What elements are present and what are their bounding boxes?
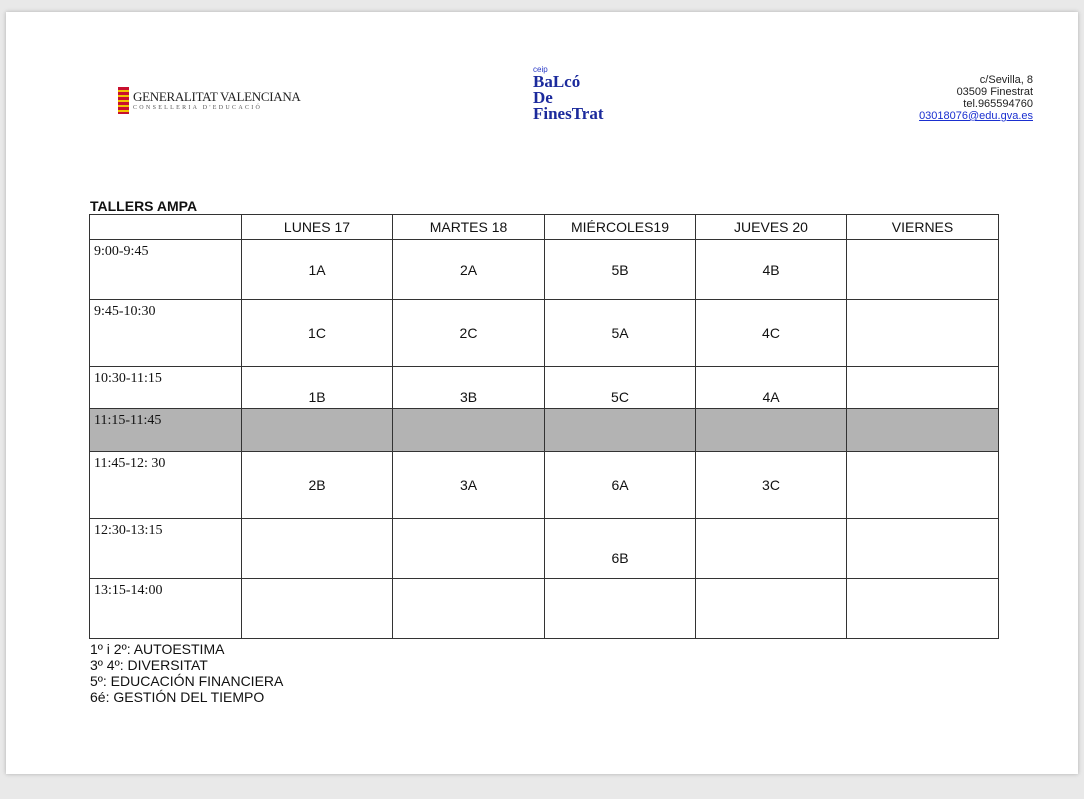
schedule-cell: 5B bbox=[545, 240, 696, 300]
school-prefix: ceip bbox=[533, 65, 548, 74]
schedule-cell: 1B bbox=[242, 367, 393, 409]
schedule-cell bbox=[847, 579, 999, 639]
table-row bbox=[90, 579, 999, 639]
generalitat-emblem-icon bbox=[118, 87, 129, 114]
schedule-cell bbox=[545, 579, 696, 639]
column-header: MARTES 18 bbox=[393, 215, 545, 240]
email-link[interactable]: 03018076@edu.gva.es bbox=[919, 110, 1033, 122]
schedule-cell: 2C bbox=[393, 300, 545, 367]
school-logo bbox=[533, 66, 604, 122]
address-phone: tel.965594760 bbox=[963, 98, 1033, 110]
conselleria-name: CONSELLERIA D'EDUCACIÓ bbox=[133, 105, 263, 111]
schedule-cell: 2B bbox=[242, 452, 393, 519]
schedule-cell bbox=[242, 409, 393, 452]
table-row bbox=[90, 367, 999, 409]
time-slot: 9:45-10:30 bbox=[90, 300, 242, 367]
document-title: TALLERS AMPA bbox=[90, 198, 198, 214]
schedule-cell bbox=[696, 409, 847, 452]
schedule-cell bbox=[847, 452, 999, 519]
header-row bbox=[90, 215, 999, 240]
column-header: VIERNES bbox=[847, 215, 999, 240]
schedule-cell bbox=[847, 409, 999, 452]
schedule-cell: 5A bbox=[545, 300, 696, 367]
schedule-cell: 3A bbox=[393, 452, 545, 519]
legend bbox=[90, 641, 283, 705]
time-slot: 11:45-12: 30 bbox=[90, 452, 242, 519]
schedule-cell: 1C bbox=[242, 300, 393, 367]
schedule-cell bbox=[242, 519, 393, 579]
address-street: c/Sevilla, 8 bbox=[979, 74, 1033, 86]
column-header: LUNES 17 bbox=[242, 215, 393, 240]
schedule-cell: 5C bbox=[545, 367, 696, 409]
time-slot: 12:30-13:15 bbox=[90, 519, 242, 579]
time-slot: 13:15-14:00 bbox=[90, 579, 242, 639]
legend-item: 6é: GESTIÓN DEL TIEMPO bbox=[90, 689, 265, 705]
schedule-cell: 4C bbox=[696, 300, 847, 367]
time-slot: 10:30-11:15 bbox=[90, 367, 242, 409]
legend-item: 3º 4º: DIVERSITAT bbox=[90, 657, 208, 673]
time-slot: 11:15-11:45 bbox=[90, 409, 242, 452]
schedule-cell bbox=[242, 579, 393, 639]
column-header: JUEVES 20 bbox=[696, 215, 847, 240]
address-city: 03509 Finestrat bbox=[956, 86, 1033, 98]
time-slot: 9:00-9:45 bbox=[90, 240, 242, 300]
table-row bbox=[90, 240, 999, 300]
schedule-cell bbox=[393, 519, 545, 579]
school-name-line1: BaLcó bbox=[533, 72, 581, 91]
schedule-cell bbox=[847, 300, 999, 367]
schedule-cell bbox=[393, 409, 545, 452]
legend-item: 1º i 2º: AUTOESTIMA bbox=[90, 641, 225, 657]
schedule-cell: 4B bbox=[696, 240, 847, 300]
school-name-line3: FinesTrat bbox=[533, 104, 604, 123]
school-address bbox=[919, 74, 1033, 122]
table-row bbox=[90, 519, 999, 579]
column-header bbox=[90, 215, 242, 240]
schedule-cell bbox=[847, 240, 999, 300]
schedule-cell: 2A bbox=[393, 240, 545, 300]
schedule-cell bbox=[696, 519, 847, 579]
generalitat-name: GENERALITAT VALENCIANA bbox=[133, 89, 301, 104]
break-row bbox=[90, 409, 999, 452]
schedule-cell bbox=[545, 409, 696, 452]
schedule-cell: 6B bbox=[545, 519, 696, 579]
schedule-cell: 3C bbox=[696, 452, 847, 519]
legend-item: 5º: EDUCACIÓN FINANCIERA bbox=[90, 673, 284, 689]
school-name-line2: De bbox=[533, 88, 553, 107]
schedule-cell bbox=[847, 519, 999, 579]
table-row bbox=[90, 452, 999, 519]
schedule-cell bbox=[393, 579, 545, 639]
schedule-cell bbox=[847, 367, 999, 409]
schedule-cell bbox=[696, 579, 847, 639]
schedule-table bbox=[89, 214, 999, 639]
schedule-cell: 1A bbox=[242, 240, 393, 300]
schedule-cell: 6A bbox=[545, 452, 696, 519]
table-row bbox=[90, 300, 999, 367]
schedule-cell: 3B bbox=[393, 367, 545, 409]
generalitat-logo bbox=[118, 87, 301, 114]
schedule-cell: 4A bbox=[696, 367, 847, 409]
column-header: MIÉRCOLES19 bbox=[545, 215, 696, 240]
